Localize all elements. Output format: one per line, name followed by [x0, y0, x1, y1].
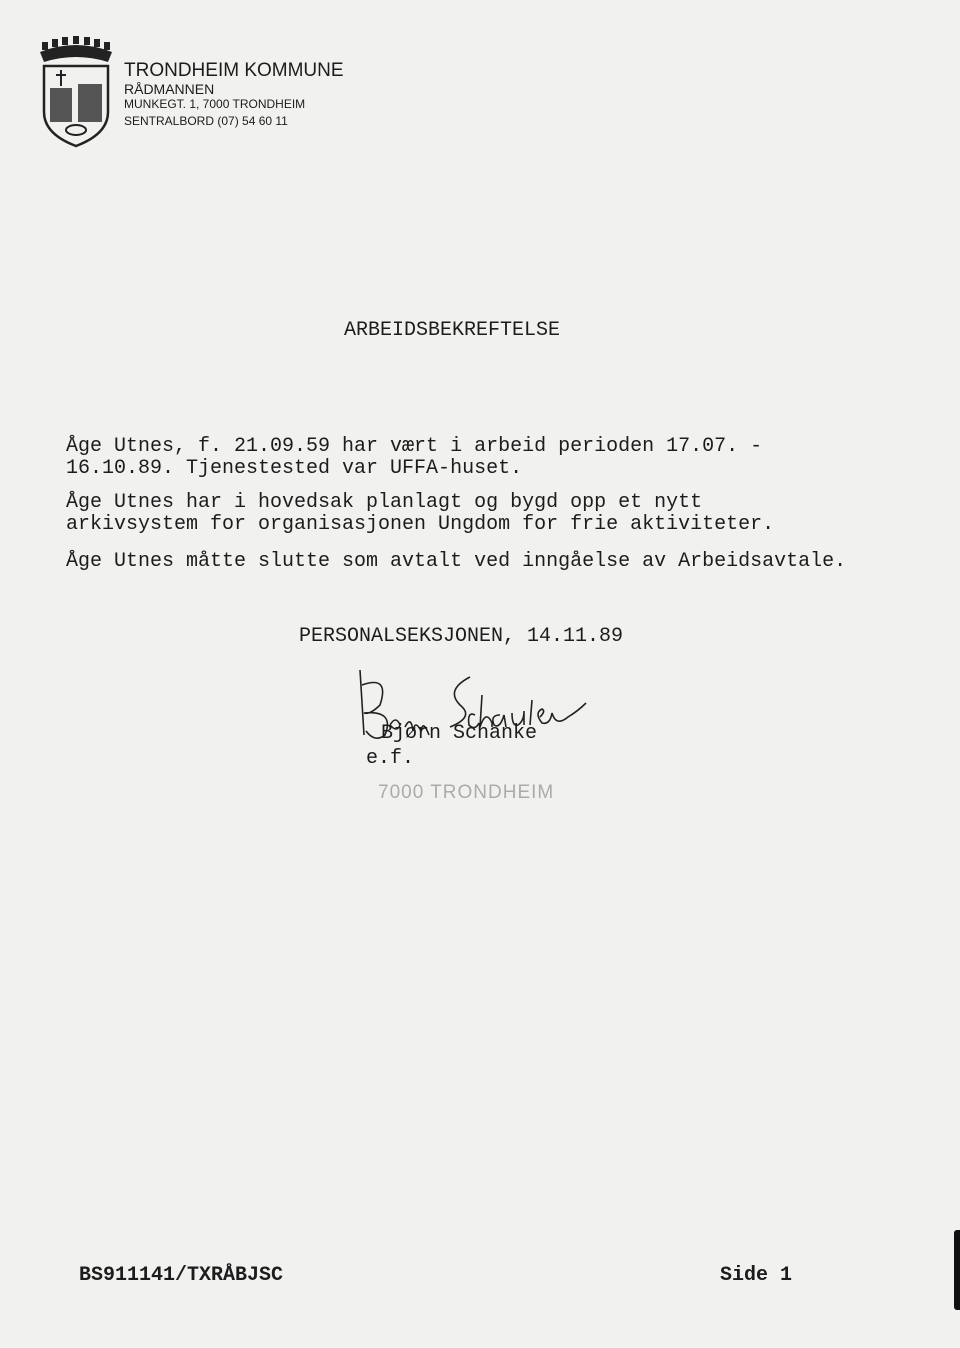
document-reference: BS911141/TXRÅBJSC: [79, 1264, 284, 1287]
switchboard-phone: SENTRALBORD (07) 54 60 11: [124, 114, 288, 128]
paragraph-duties: Åge Utnes har i hovedsak planlagt og bygd opp et nytt arkivsystem for organisasjonen Ungdom for frie aktiviteter.: [66, 491, 775, 536]
address: MUNKEGT. 1, 7000 TRONDHEIM: [124, 97, 306, 111]
scan-edge-mark: [954, 1230, 960, 1310]
stamp: 7000 TRONDHEIM: [378, 782, 555, 803]
signer-suffix: e.f.: [366, 747, 415, 770]
document-title: ARBEIDSBEKREFTELSE: [344, 319, 561, 342]
page-number: Side 1: [720, 1264, 793, 1287]
signer-name: Bjørn Schanke: [381, 722, 538, 745]
sender-and-date: PERSONALSEKSJONEN, 14.11.89: [299, 625, 624, 648]
department-name: RÅDMANNEN: [124, 81, 215, 97]
organization-name: TRONDHEIM KOMMUNE: [124, 60, 344, 81]
paragraph-termination: Åge Utnes måtte slutte som avtalt ved inngåelse av Arbeidsavtale.: [66, 550, 847, 573]
city-crest-logo: [36, 30, 116, 148]
paragraph-employment-period: Åge Utnes, f. 21.09.59 har vært i arbeid perioden 17.07. - 16.10.89. Tjenestested var UFFA-huset.: [66, 435, 763, 480]
